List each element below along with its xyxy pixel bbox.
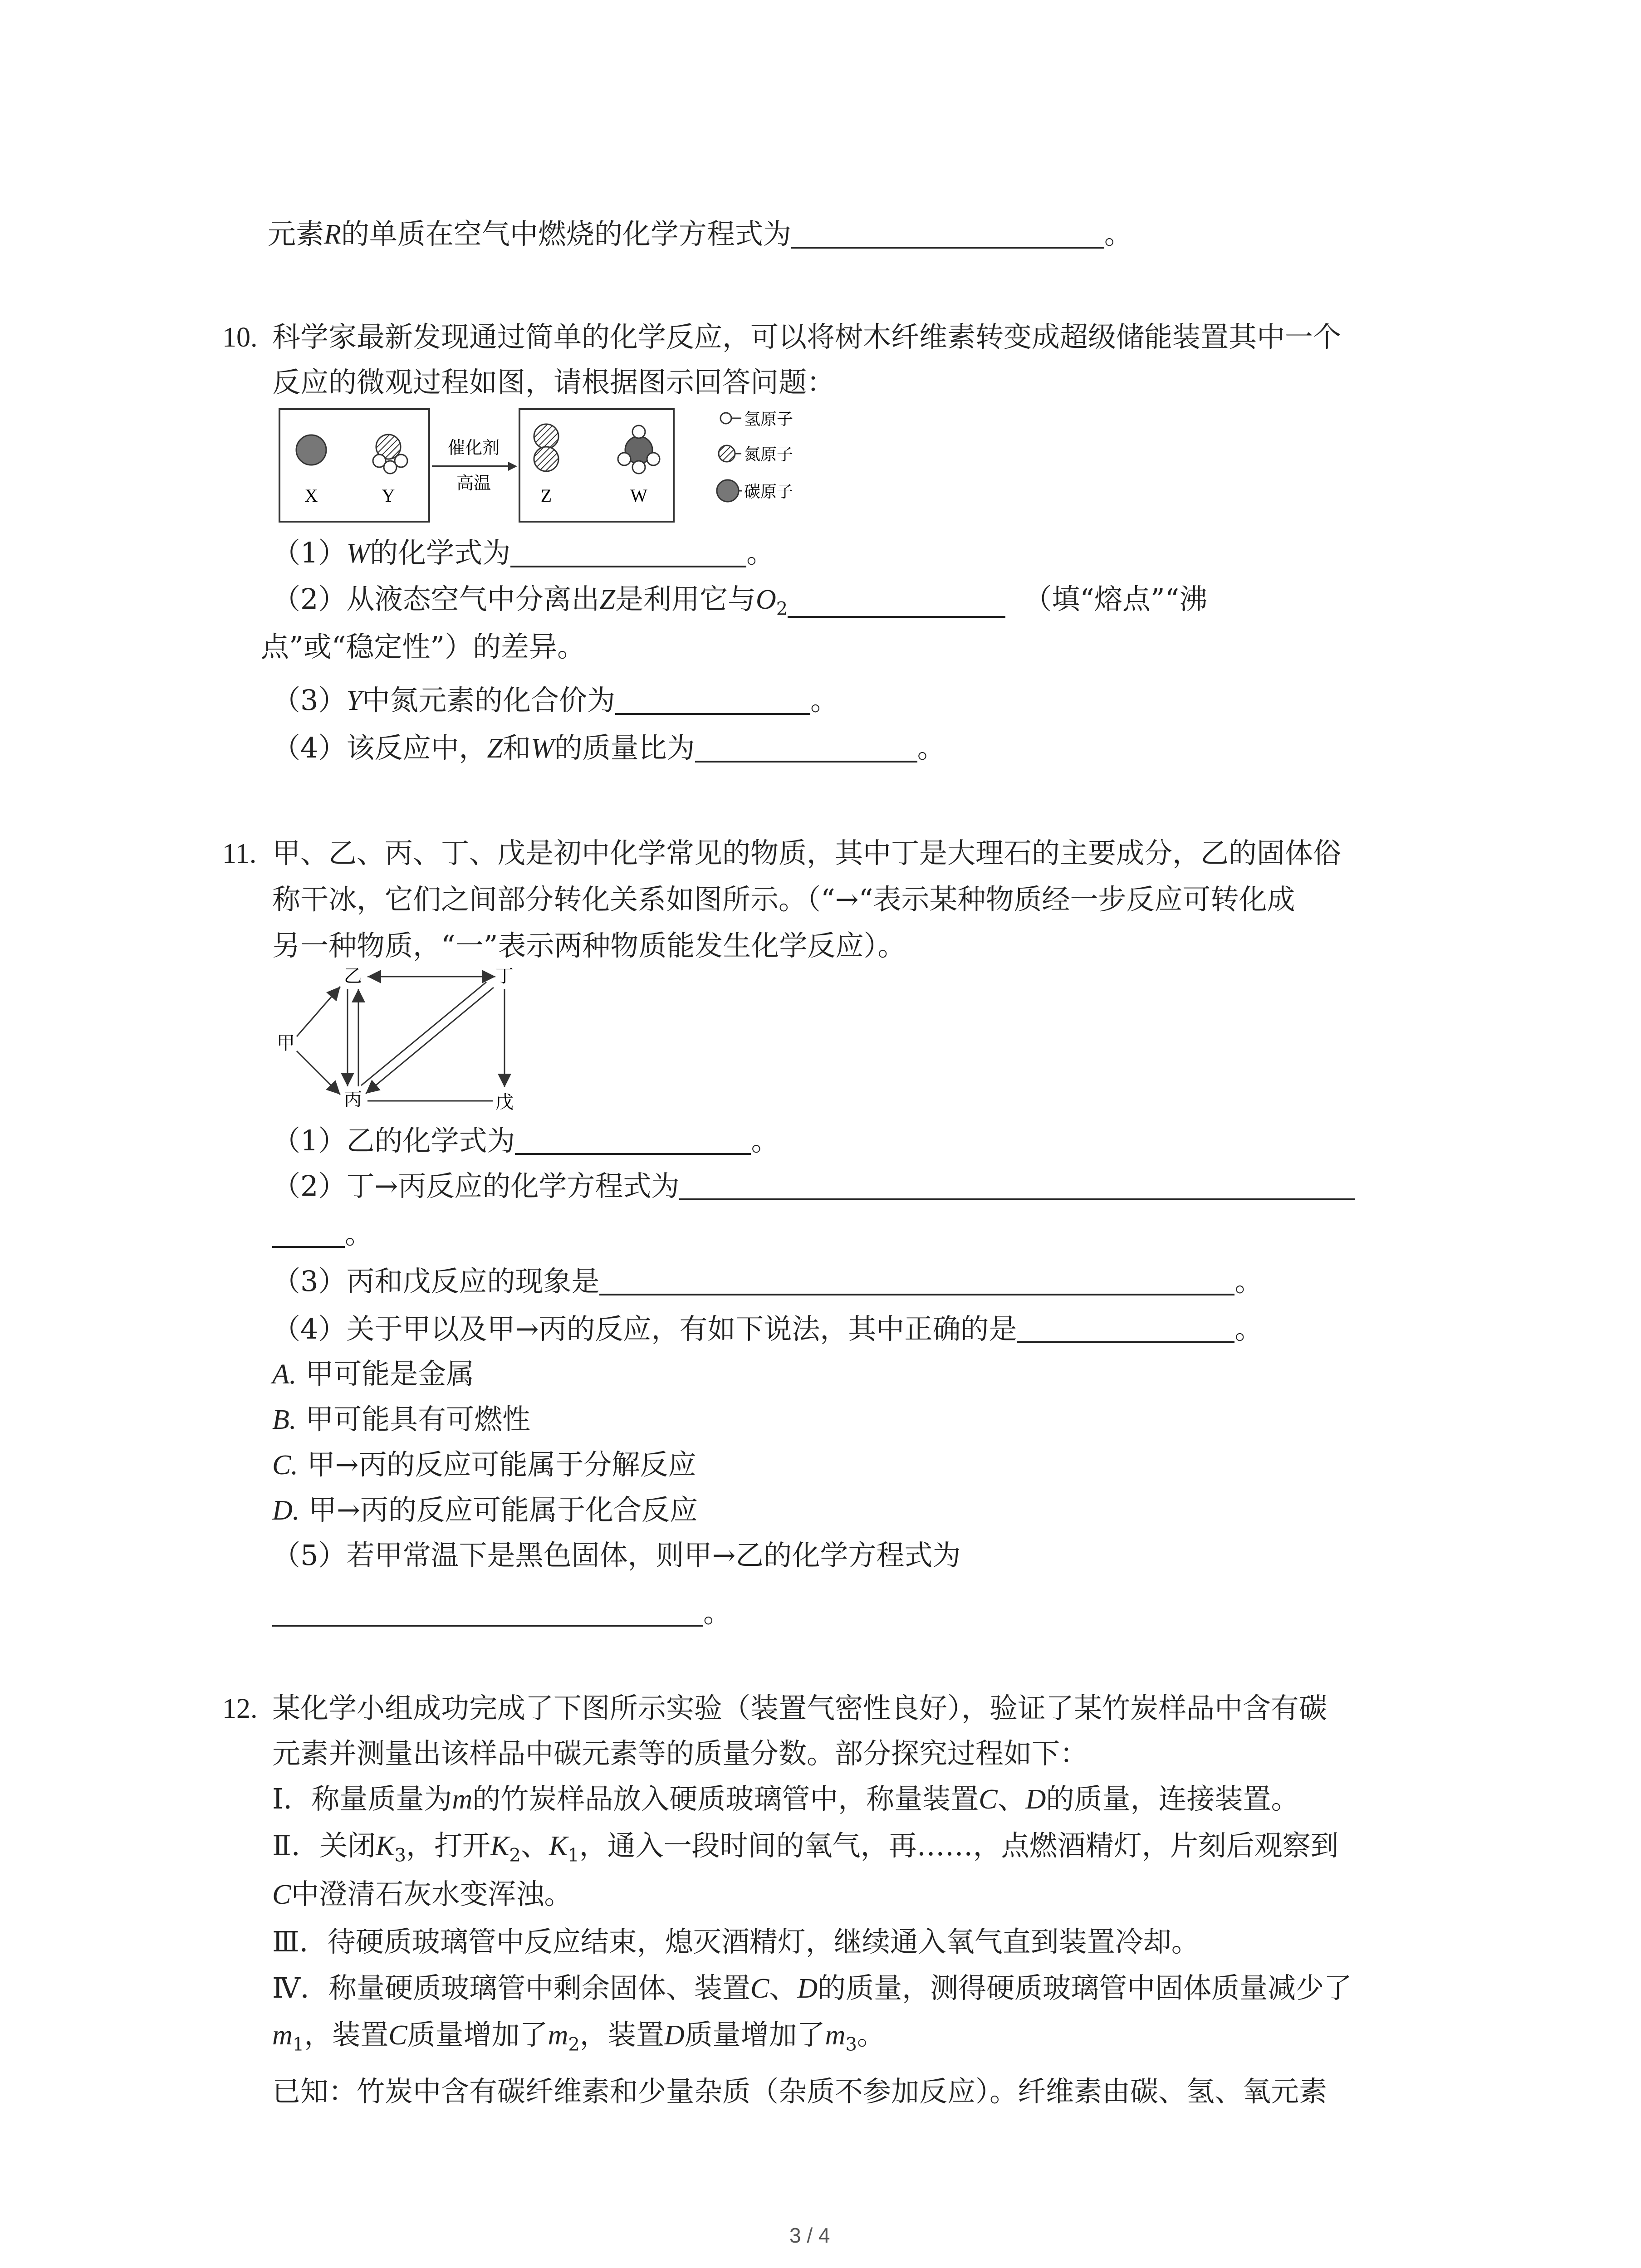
q11-stem-2: 称干冰，它们之间部分转化关系如图所示。（“→“表示某种物质经一步反应可转化成: [272, 883, 1295, 916]
q11-part5: （5）若甲常温下是黑色固体，则甲→乙的化学方程式为: [272, 1539, 961, 1572]
q12-step-4: Ⅳ．称量硬质玻璃管中剩余固体、装置C、D的质量，测得硬质玻璃管中固体质量减少了: [272, 1971, 1352, 2004]
answer-blank[interactable]: [599, 1266, 1234, 1295]
q10-part4: （4）该反应中，Z和W的质量比为 。: [272, 731, 945, 764]
answer-blank[interactable]: [510, 538, 746, 567]
answer-blank[interactable]: [272, 1218, 345, 1248]
reaction-diagram: [272, 404, 844, 535]
temperature-label: 高温: [456, 473, 491, 493]
q10-stem-2: 反应的微观过程如图，请根据图示回答问题：: [272, 366, 835, 399]
q11-option-b: B. 甲可能具有可燃性: [272, 1403, 531, 1436]
legend-hydrogen: 氢原子: [744, 410, 794, 429]
q12-step-2: Ⅱ．关闭$K_3$，打开$K_2$、$K_1$，通入一段时间的氧气，再……，点燃酒精灯，片刻后观察到: [272, 1829, 1339, 1866]
q12-known: 已知：竹炭中含有碳纤维素和少量杂质（杂质不参加反应）。纤维素由碳、氢、氧元素: [272, 2075, 1327, 2108]
q11-option-d: D. 甲→丙的反应可能属于化合反应: [272, 1493, 698, 1526]
node-ding: 丁: [495, 966, 514, 987]
q10-stem: 10. 科学家最新发现通过简单的化学反应，可以将树木纤维素转变成超级储能装置其中一个: [222, 320, 1342, 353]
node-bing: 丙: [344, 1089, 362, 1110]
q12-stem: 12. 某化学小组成功完成了下图所示实验（装置气密性良好），验证了某竹炭样品中含有碳: [222, 1691, 1327, 1725]
answer-blank[interactable]: [1017, 1313, 1234, 1343]
node-jia: 甲: [277, 1033, 295, 1054]
q11-option-a: A. 甲可能是金属: [272, 1357, 475, 1390]
label-w: W: [630, 485, 647, 506]
page-number: 3 / 4: [789, 2224, 830, 2247]
carbon-atom-x: [296, 435, 326, 465]
reaction-arrow: [432, 438, 517, 493]
q10-part2: （2）从液态空气中分离出Z是利用它与$O_2$ （填“熔点”“沸: [272, 582, 1208, 620]
q9-line: 元素R的单质在空气中燃烧的化学方程式为 。: [268, 217, 1132, 250]
q11-part3: （3）丙和戊反应的现象是 。: [272, 1265, 1263, 1298]
q11-option-c: C. 甲→丙的反应可能属于分解反应: [272, 1448, 696, 1481]
answer-blank[interactable]: [615, 685, 810, 715]
conversion-diagram: [272, 964, 535, 1118]
answer-blank[interactable]: [791, 219, 1104, 249]
q10-part1: （1）W的化学式为 。: [272, 536, 775, 569]
q11-part2-cont: 。: [272, 1218, 373, 1248]
q12-step-4-cont: $m_1$，装置C质量增加了$m_2$，装置D质量增加了$m_3$。: [272, 2018, 885, 2055]
q11-part5-answer: 。: [272, 1597, 731, 1627]
legend-carbon: 碳原子: [744, 483, 794, 501]
answer-blank[interactable]: [515, 1125, 751, 1155]
q11-part1: （1）乙的化学式为 。: [272, 1124, 779, 1157]
q11-stem-3: 另一种物质，“一”表示两种物质能发生化学反应）。: [272, 929, 906, 962]
q12-step-1: Ⅰ．称量质量为m的竹炭样品放入硬质玻璃管中，称量装置C、D的质量，连接装置。: [272, 1782, 1299, 1815]
q11-part2: （2）丁→丙反应的化学方程式为: [272, 1170, 1355, 1200]
label-y: Y: [382, 485, 395, 506]
q10-part3: （3）Y中氮元素的化合价为 。: [272, 684, 838, 717]
legend: [717, 410, 793, 502]
node-wu: 戊: [495, 1092, 514, 1113]
catalyst-label: 催化剂: [447, 438, 500, 458]
reactant-box: [279, 409, 429, 522]
answer-blank[interactable]: [679, 1170, 1355, 1200]
answer-blank[interactable]: [788, 588, 1005, 618]
answer-blank[interactable]: [695, 733, 917, 763]
q12-stem-2: 元素并测量出该样品中碳元素等的质量分数。部分探究过程如下：: [272, 1737, 1088, 1770]
product-box: [519, 409, 674, 522]
node-yi: 乙: [344, 966, 362, 987]
q10-part2-cont: 点”或“稳定性”）的差异。: [261, 630, 586, 663]
label-x: X: [304, 485, 318, 506]
q12-step-2-cont: C中澄清石灰水变浑浊。: [272, 1877, 573, 1911]
label-z: Z: [540, 485, 552, 506]
q11-part4: （4）关于甲以及甲→丙的反应，有如下说法，其中正确的是 。: [272, 1312, 1263, 1345]
q12-step-3: Ⅲ．待硬质玻璃管中反应结束，熄灭酒精灯，继续通入氧气直到装置冷却。: [272, 1925, 1200, 1958]
legend-nitrogen: 氮原子: [744, 445, 794, 464]
answer-blank[interactable]: [272, 1597, 703, 1627]
q11-stem: 11. 甲、乙、丙、丁、戊是初中化学常见的物质，其中丁是大理石的主要成分，乙的固体俗: [222, 836, 1342, 870]
